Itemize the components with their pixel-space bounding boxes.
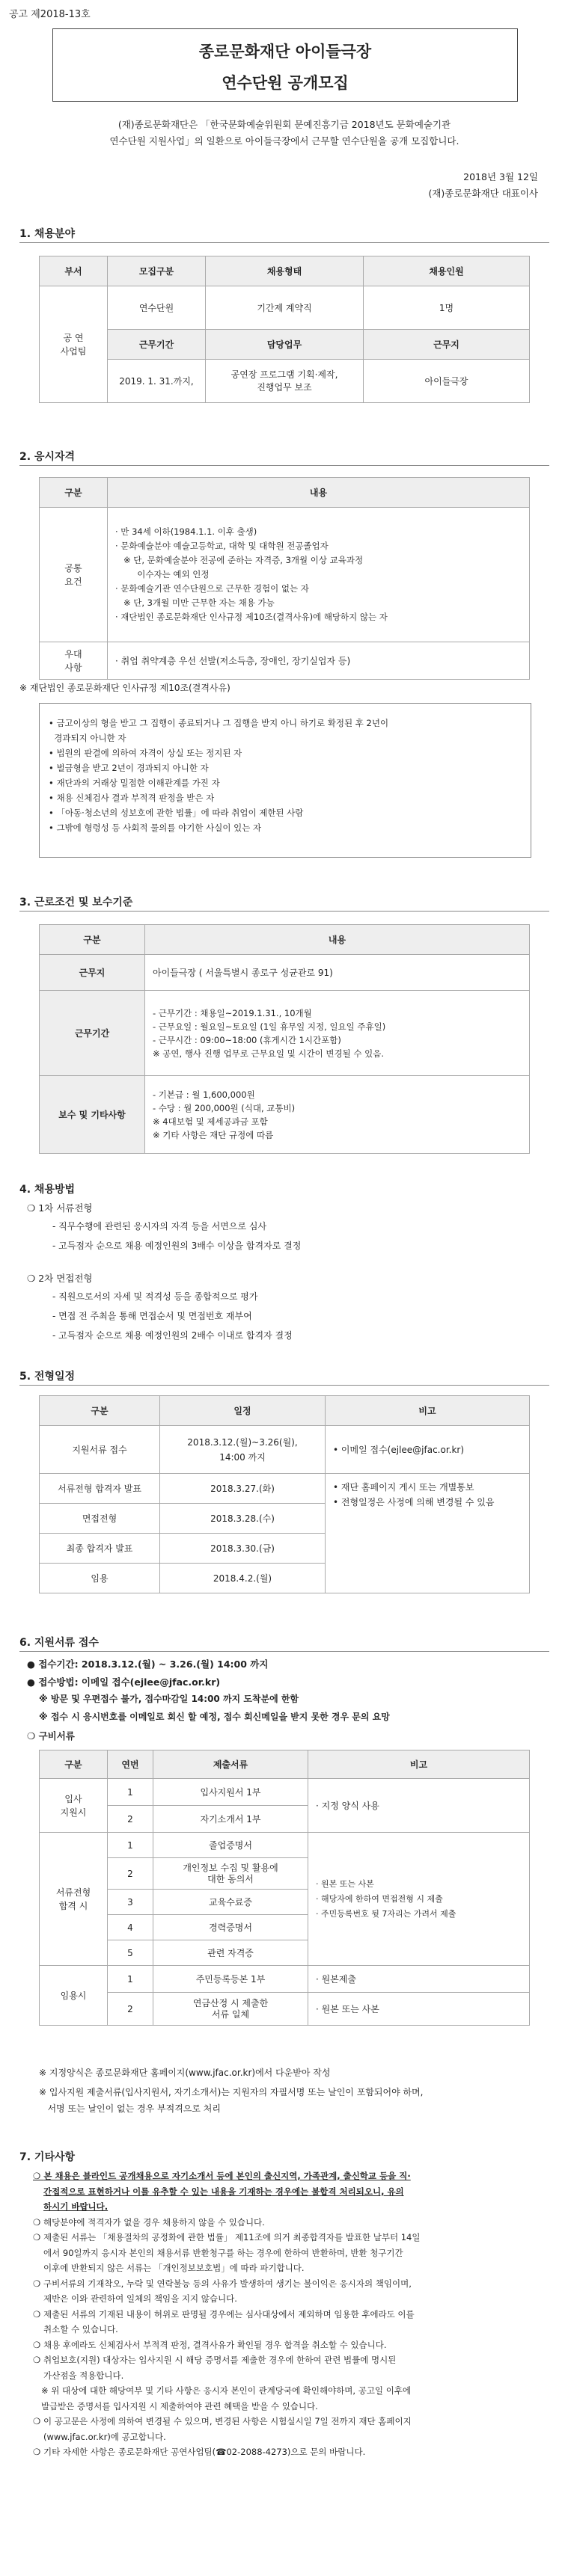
table-cell: 공통 요건 (40, 508, 108, 642)
submission-period (27, 1657, 268, 1670)
table-cell: 1 (108, 1833, 153, 1858)
table-cell: 지원서류 접수 (40, 1426, 160, 1474)
note-line: · 원본 또는 사본 (316, 1878, 374, 1889)
qualification-table (39, 477, 530, 680)
list-item-text: 채용 후에라도 신체검사서 부적격 판정, 결격사유가 확인될 경우 합격을 취소할 수 있습니다. (43, 2339, 387, 2350)
table-cell: 입사지원서 1부 (153, 1779, 308, 1806)
table-cell: 2018.3.28.(수) (160, 1504, 326, 1534)
header-cell: 채용형태 (206, 256, 364, 286)
table-cell: 공 연 사업팀 (40, 286, 108, 403)
condition-line: - 근무요일 : 월요일~토요일 (1일 휴무일 지정, 일요일 주휴일) (153, 1021, 386, 1032)
table-cell: 관련 자격증 (153, 1940, 308, 1966)
header-cell: 제출서류 (153, 1750, 308, 1779)
submission-note: ※ 방문 및 우편접수 불가, 접수마감일 14:00 까지 도착분에 한함 (39, 1694, 299, 1704)
table-cell: 임용 (40, 1564, 160, 1593)
required-docs-table (39, 1750, 530, 2026)
list-item (33, 2276, 549, 2292)
table-cell: 서류전형 합격 시 (40, 1833, 108, 1966)
list-item: 하시기 바랍니다. (43, 2201, 109, 2212)
section-divider (19, 1385, 549, 1386)
header-cell: 담당업무 (206, 330, 364, 360)
section-heading: 4. 채용방법 (19, 1184, 76, 1196)
table-cell: · 취업 취약계층 우선 선발(저소득층, 장애인, 장기실업자 등) (108, 642, 530, 680)
method-detail: - 직원으로서의 자세 및 적격성 등을 종합적으로 평가 (52, 1291, 258, 1302)
table-cell: 주민등록등본 1부 (153, 1966, 308, 1993)
requirements-cell (108, 508, 530, 642)
table-cell: 개인정보 수집 및 활용에 대한 동의서 (153, 1858, 308, 1890)
list-item (33, 2307, 549, 2323)
header-cell: 근무지 (364, 330, 530, 360)
section-heading: 1. 채용분야 (19, 228, 76, 240)
method-detail: - 직무수행에 관련된 응시자의 자격 등을 서면으로 심사 (52, 1221, 267, 1232)
table-cell: 1명 (364, 286, 530, 330)
header-cell: 채용인원 (364, 256, 530, 286)
header-cell: 근무기간 (40, 991, 145, 1076)
list-item-text: 본 채용은 블라인드 공개채용으로 자기소개서 등에 본인의 출신지역, 가족관계, 출신학교 등을 직· (43, 2171, 411, 2181)
table-cell: 임용시 (40, 1966, 108, 2026)
table-cell: 최종 합격자 발표 (40, 1534, 160, 1564)
table-cell: 2018.3.30.(금) (160, 1534, 326, 1564)
note-line: · 주민등록번호 뒷 7자리는 가려서 제출 (316, 1908, 456, 1919)
working-conditions-table (39, 924, 530, 1154)
section-heading: 7. 기타사항 (19, 2151, 76, 2163)
table-cell (308, 1833, 530, 1966)
table-cell: 2 (108, 1806, 153, 1833)
list-item-text: 제출된 서류의 기재된 내용이 허위로 판명될 경우에는 심사대상에서 제외하며 임용한 후에라도 이를 (43, 2308, 415, 2320)
list-item: 간접적으로 표현하거나 이를 유추할 수 있는 내용을 기재하는 경우에는 불합격 처리되오니, 유의 (43, 2186, 404, 2197)
list-item-text: 취업보호(지원) 대상자는 입사지원 시 해당 증명서를 제출한 경우에 한하여 관련 법률에 명시된 (43, 2355, 397, 2365)
section-divider (19, 1651, 549, 1652)
list-item: • 벌금형을 받고 2년이 경과되지 아니한 자 (49, 763, 209, 773)
notice-number: 공고 제2018-13호 (9, 9, 91, 20)
header-cell: 내용 (145, 925, 530, 955)
requirement-line: · 재단법인 종로문화재단 인사규정 제10조(결격사유)에 해당하지 않는 자 (115, 612, 388, 622)
condition-line: - 수당 : 월 200,000원 (식대, 교통비) (153, 1102, 296, 1113)
list-item (33, 2444, 549, 2460)
list-item-text: 이 공고문은 사정에 의하여 변경될 수 있으며, 변경된 사항은 시험실시일 7일 전까지 재단 홈페이지 (43, 2416, 412, 2426)
list-item: 에서 90일까지 응시자 본인의 채용서류 반환청구를 하는 경우에 한하여 반환하며, 반환 청구기간 (43, 2247, 403, 2258)
list-item: (www.jfac.or.kr)에 공고합니다. (43, 2431, 166, 2442)
header-cell: 구분 (40, 925, 145, 955)
table-cell: 아이들극장 ( 서울특별시 종로구 성균관로 91) (145, 955, 530, 991)
table-cell: 3 (108, 1890, 153, 1915)
header-cell: 연번 (108, 1750, 153, 1779)
condition-line: ※ 4대보험 및 제세공과금 포함 (153, 1116, 268, 1127)
circle-bullet-icon: ❍ (33, 2216, 43, 2228)
table-cell (145, 991, 530, 1076)
table-cell: 4 (108, 1915, 153, 1940)
table-cell: 서류전형 합격자 발표 (40, 1474, 160, 1504)
other-notes-list (33, 2168, 549, 2460)
condition-line: ※ 기타 사항은 재단 규정에 따름 (153, 1129, 274, 1140)
list-item: • 채용 신체검사 결과 부적격 판정을 받은 자 (49, 793, 215, 803)
list-item: • 금고이상의 형을 받고 그 집행이 종료되거나 그 집행을 받지 아니 하기로 확정된 후 2년이 (49, 718, 389, 728)
section-divider (19, 911, 549, 912)
table-cell: 우대 사항 (40, 642, 108, 680)
list-item (33, 2168, 549, 2184)
header-cell: 근무지 (40, 955, 145, 991)
list-item (33, 2230, 549, 2245)
table-cell: 연수단원 (108, 286, 206, 330)
condition-line: - 근무기간 : 채용일~2019.1.31., 10개월 (153, 1007, 312, 1018)
section-divider (19, 465, 549, 466)
condition-line: - 근무시간 : 09:00~18:00 (휴게시간 1시간포함) (153, 1034, 341, 1045)
table-cell: 졸업증명서 (153, 1833, 308, 1858)
method-detail: - 고득점자 순으로 채용 예정인원의 3배수 이상을 합격자로 결정 (52, 1241, 302, 1251)
section-divider (19, 242, 549, 243)
circle-bullet-icon: ❍ (33, 2355, 43, 2365)
section-heading: 5. 전형일정 (19, 1371, 76, 1383)
requirement-line: ※ 단, 문화예술분야 전공에 준하는 자격증, 3개월 이상 교육과정 (115, 555, 364, 565)
table-cell: 아이들극장 (364, 360, 530, 403)
filled-dot-icon: ● (27, 1676, 39, 1688)
recruit-field-table (39, 256, 530, 403)
circle-bullet-icon: ❍ (27, 1202, 39, 1214)
required-docs-text: 구비서류 (38, 1730, 75, 1742)
list-item: • 그밖에 형령성 등 사회적 물의를 야기한 사실이 있는 자 (49, 823, 262, 833)
table-cell: 2 (108, 1993, 153, 2026)
table-cell: 2018.4.2.(월) (160, 1564, 326, 1593)
intro-text (30, 117, 539, 150)
table-cell: 면접전형 (40, 1504, 160, 1534)
circle-bullet-icon: ❍ (33, 2232, 43, 2243)
table-cell: 교육수료증 (153, 1890, 308, 1915)
header-cell: 모집구분 (108, 256, 206, 286)
list-item: • 법원의 판결에 의하여 자격이 상실 또는 정지된 자 (49, 748, 242, 758)
section-heading: 6. 지원서류 접수 (19, 1637, 99, 1649)
list-item: 제반은 이와 관련하여 일체의 책임을 지지 않습니다. (43, 2293, 237, 2304)
required-docs-title (27, 1729, 75, 1742)
condition-line: ※ 공연, 행사 진행 업무로 근무요일 및 시간이 변경될 수 있음. (153, 1048, 385, 1059)
method-detail: - 고득점자 순으로 채용 예정인원의 2배수 이내로 합격자 결정 (52, 1330, 293, 1341)
circle-bullet-icon: ❍ (27, 1273, 39, 1284)
schedule-table (39, 1395, 530, 1593)
requirement-line: ※ 단, 3개월 미만 근무한 자는 채용 가능 (115, 597, 275, 608)
table-cell: 경력증명서 (153, 1915, 308, 1940)
table-cell: • 이메일 접수(ejlee@jfac.or.kr) (326, 1426, 530, 1474)
table-cell: 2018.3.12.(월)~3.26(월), 14:00 까지 (160, 1426, 326, 1474)
list-item (33, 2337, 549, 2353)
list-item (33, 2414, 549, 2429)
table-cell: 자기소개서 1부 (153, 1806, 308, 1833)
filled-dot-icon: ● (27, 1659, 39, 1670)
table-cell: · 원본 또는 사본 (308, 1993, 530, 2026)
circle-bullet-icon: ❍ (33, 2339, 43, 2350)
page-title-line2: 연수단원 공개모집 (222, 74, 349, 92)
header-cell: 일정 (160, 1396, 326, 1426)
note-line: • 전형일정은 사정에 의해 변경될 수 있음 (333, 1497, 495, 1507)
header-cell: 부서 (40, 256, 108, 286)
header-cell: 비고 (308, 1750, 530, 1779)
list-item: 발급받은 증명서를 입사지원 시 제출하여야 관련 혜택을 받을 수 있습니다. (33, 2400, 318, 2411)
table-cell: 1 (108, 1966, 153, 1993)
submission-note: ※ 접수 시 응시번호를 이메일로 회신 할 예정, 접수 회신메일을 받지 못한 경우 문의 요망 (39, 1712, 390, 1722)
disqualification-box (39, 703, 531, 858)
table-cell: 2019. 1. 31.까지, (108, 360, 206, 403)
table-cell: 1 (108, 1779, 153, 1806)
submission-method-text: 접수방법: 이메일 접수(ejlee@jfac.or.kr) (38, 1676, 221, 1688)
header-cell: 비고 (326, 1396, 530, 1426)
circle-bullet-icon: ❍ (27, 1730, 39, 1742)
intro-line: (재)종로문화재단은 「한국문화예술위원회 문예진흥기금 2018년도 문화예술기관 (117, 119, 451, 130)
header-cell: 근무기간 (108, 330, 206, 360)
page-title-line1: 종로문화재단 아이들극장 (198, 43, 372, 61)
list-item: 가산점을 적용합니다. (43, 2370, 124, 2381)
intro-line: 연수단원 지원사업」의 일환으로 아이들극장에서 근무할 연수단원을 공개 모집합니다. (109, 135, 459, 147)
list-item: 취소할 수 있습니다. (43, 2324, 118, 2334)
list-item: ※ 위 대상에 대한 해당여부 및 기타 사항은 응시자 본인이 관계당국에 확인해야하며, 공고일 이후에 (33, 2385, 412, 2396)
table-cell: 2018.3.27.(화) (160, 1474, 326, 1504)
circle-bullet-icon: ❍ (33, 2416, 43, 2426)
list-item-text: 해당분야에 적격자가 없을 경우 채용하지 않을 수 있습니다. (43, 2216, 265, 2228)
table-cell: · 지정 양식 사용 (308, 1779, 530, 1833)
issuer: (재)종로문화재단 대표이사 (428, 188, 538, 199)
list-item (33, 2352, 549, 2368)
duty-line: 진행업무 보조 (257, 381, 312, 393)
table-cell: · 원본제출 (308, 1966, 530, 1993)
table-cell (145, 1076, 530, 1154)
table-cell: 기간제 계약직 (206, 286, 364, 330)
title-box (52, 28, 518, 102)
section-heading: 2. 응시자격 (19, 451, 76, 463)
method-detail: - 면접 전 주최을 통해 면접순서 및 면접번호 재부여 (52, 1311, 252, 1321)
table-cell: 2 (108, 1858, 153, 1890)
method-title: 1차 서류전형 (38, 1202, 93, 1214)
header-cell: 구분 (40, 1396, 160, 1426)
disqualification-list (49, 716, 520, 835)
method-item (27, 1201, 93, 1214)
method-title: 2차 면접전형 (38, 1273, 93, 1284)
table-cell: 입사 지원시 (40, 1779, 108, 1833)
header-cell: 구분 (40, 478, 108, 508)
note-line: • 재단 홈페이지 게시 또는 개별통보 (333, 1482, 474, 1493)
issue-date: 2018년 3월 12일 (463, 171, 538, 182)
issue-date-block (428, 169, 538, 202)
duty-line: 공연장 프로그램 기획·제작, (230, 369, 338, 380)
list-item-text: 기타 자세한 사항은 종로문화재단 공연사업팀(☎02-2088-4273)으로 문의 바랍니다. (43, 2447, 366, 2457)
submission-method (27, 1675, 220, 1688)
requirement-line: · 문화예술분야 예술고등학교, 대학 및 대학원 전공졸업자 (115, 541, 329, 551)
list-item: 경과되지 아니한 자 (49, 733, 126, 743)
header-cell: 구분 (40, 1750, 108, 1779)
note-line: · 해당자에 한하여 면접전형 시 제출 (316, 1893, 443, 1904)
circle-bullet-icon: ❍ (33, 2278, 43, 2289)
submission-period-text: 접수기간: 2018.3.12.(월) ~ 3.26.(월) 14:00 까지 (38, 1659, 269, 1670)
table-cell: 5 (108, 1940, 153, 1966)
header-cell: 내용 (108, 478, 530, 508)
table-cell: 연금산정 시 제출한 서류 일체 (153, 1993, 308, 2026)
docs-footnote: ※ 입사지원 제출서류(입사지원서, 자기소개서)는 지원자의 자필서명 또는 날인이 포함되어야 하며, (39, 2087, 424, 2097)
section-heading: 3. 근로조건 및 보수기준 (19, 897, 133, 909)
circle-bullet-icon: ❍ (33, 2171, 44, 2181)
disqualification-title: ※ 재단법인 종로문화재단 인사규정 제10조(결격사유) (19, 683, 230, 693)
list-item: • 「아동·청소년의 성보호에 관한 법률」에 따라 취업이 제한된 사람 (49, 808, 304, 818)
list-item: 이후에 반환되지 않은 서류는 「개인정보보호법」에 따라 파기합니다. (43, 2263, 305, 2273)
requirement-line: · 문화예술기관 연수단원으로 근무한 경험이 없는 자 (115, 583, 309, 594)
docs-footnote: 서명 또는 날인이 없는 경우 부적격으로 처리 (39, 2103, 221, 2114)
condition-line: - 기본급 : 월 1,600,000원 (153, 1089, 255, 1100)
table-cell (206, 360, 364, 403)
list-item: • 재단과의 거래상 밀접한 이해관계를 가진 자 (49, 778, 220, 788)
list-item (33, 2215, 549, 2231)
list-item-text: 제출된 서류는 「채용절차의 공정화에 관한 법률」 제11조에 의거 최종합격자를 발표한 날부터 14일 (43, 2232, 421, 2243)
requirement-line: · 만 34세 이하(1984.1.1. 이후 출생) (115, 526, 257, 537)
docs-footnote: ※ 지정양식은 종로문화재단 홈페이지(www.jfac.or.kr)에서 다운받아 작성 (39, 2068, 331, 2078)
circle-bullet-icon: ❍ (33, 2447, 43, 2457)
method-item (27, 1271, 93, 1285)
list-item-text: 구비서류의 기재착오, 누락 및 연락불능 등의 사유가 발생하여 생기는 불이익은 응시자의 책임이며, (43, 2278, 412, 2289)
requirement-line: 이수자는 예외 인정 (115, 569, 210, 580)
circle-bullet-icon: ❍ (33, 2308, 43, 2320)
header-cell: 보수 및 기타사항 (40, 1076, 145, 1154)
table-cell (326, 1474, 530, 1593)
